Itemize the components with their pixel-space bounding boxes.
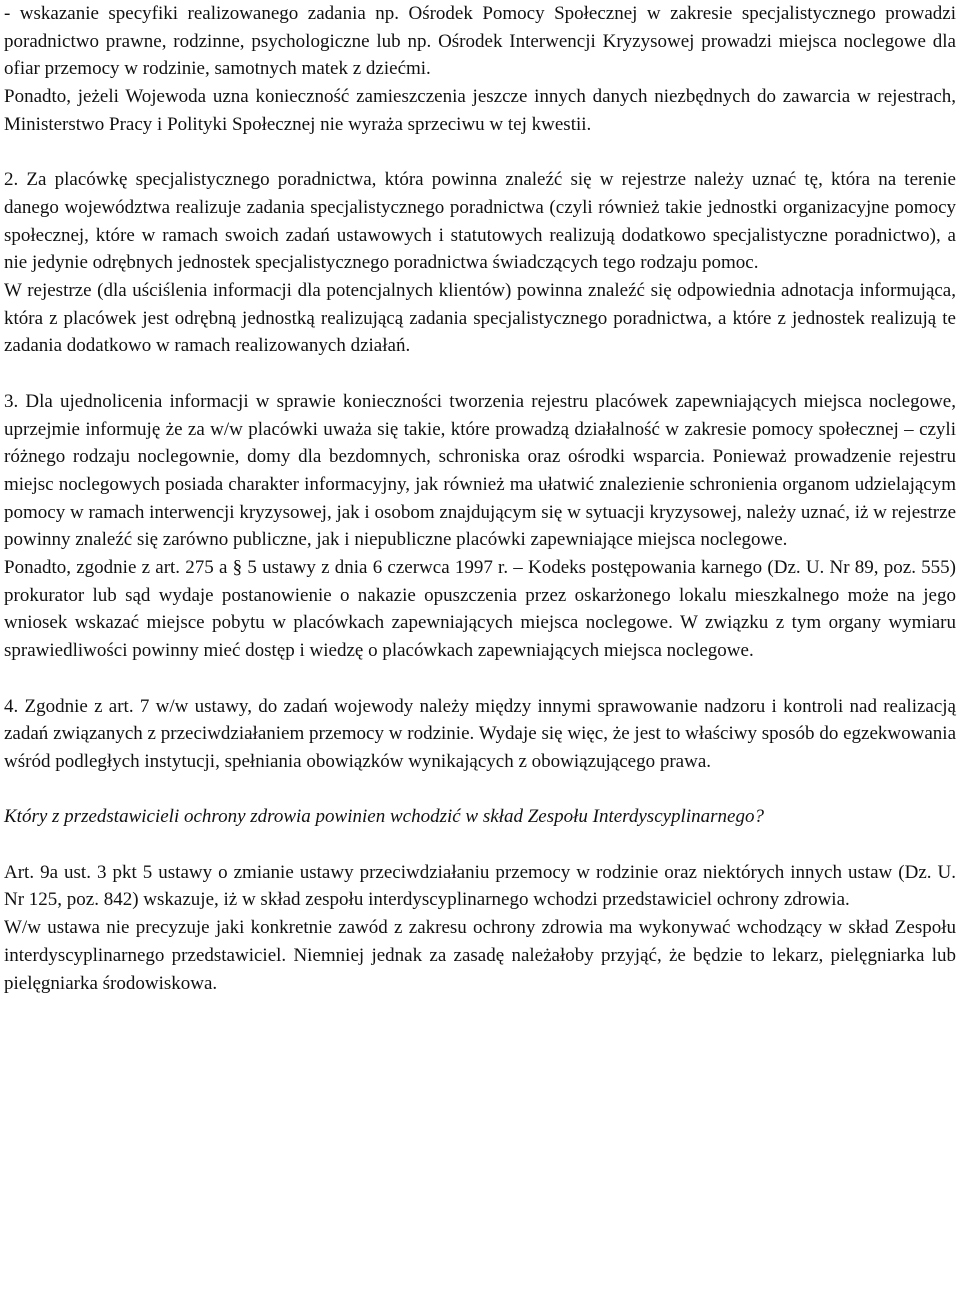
paragraph-point-3: 3. Dla ujednolicenia informacji w sprawie konieczności tworzenia rejestru placówek zapewniających miejsca noclegowe, uprzejmie informuję że za w/w placówki uważa się takie, które prowadzą działalność w zakresie pomocy społecznej – czyli różnego rodzaju noclegownie, domy dla bezdomnych, schroniska oraz ośrodki wsparcia. Ponieważ prowadzenie rejestru miejsc noclegowych posiada charakter informacyjny, jak również ma ułatwić znalezienie schronienia organom udzielającym pomocy w ramach interwencji kryzysowej, jak i osobom znajdującym się w sytuacji kryzysowej, należy uznać, iż w rejestrze powinny znaleźć się zarówno publiczne, jak i niepubliczne placówki zapewniające miejsca noclegowe. [4, 390, 956, 551]
paragraph-additional-data: Ponadto, jeżeli Wojewoda uzna konieczność zamieszczenia jeszcze innych danych niezbędnych do zawarcia w rejestrach, Ministerstwo Pracy i Polityki Społecznej nie wyraża sprzeciwu w tej kwestii. [4, 86, 956, 135]
paragraph-point-4: 4. Zgodnie z art. 7 w/w ustawy, do zadań wojewody należy między innymi sprawowanie nadzoru i kontroli nad realizacją zadań związanych z przeciwdziałaniem przemocy w rodzinie. Wydaje się więc, że jest to właściwy sposób do egzekwowania wśród podległych instytucji, spełniania obowiązków wynikających z obowiązującego prawa. [4, 695, 956, 772]
paragraph-criminal-code: Ponadto, zgodnie z art. 275 a § 5 ustawy z dnia 6 czerwca 1997 r. – Kodeks postępowania karnego (Dz. U. Nr 89, poz. 555) prokurator lub sąd wydaje postanowienie o nakazie opuszczenia przez oskarżonego lokalu mieszkalnego może na jego wniosek wskazać miejsce pobytu w placówkach zapewniających miejsca noclegowe. W związku z tym organy wymiaru sprawiedliwości powinny mieć dostęp i wiedzę o placówkach zapewniających miejsca noclegowe. [4, 557, 956, 662]
paragraph-art-9a: Art. 9a ust. 3 pkt 5 ustawy o zmianie ustawy przeciwdziałaniu przemocy w rodzinie oraz niektórych innych ustaw (Dz. U. Nr 125, poz. 842) wskazuje, iż w skład zespołu interdyscyplinarnego wchodzi przedstawiciel ochrony zdrowia. [4, 861, 956, 911]
paragraph-health-representative: W/w ustawa nie precyzuje jaki konkretnie zawód z zakresu ochrony zdrowia ma wykonywać wchodzący w skład Zespołu interdyscyplinarnego przedstawiciel. Niemniej jednak za zasadę należałoby przyjąć, że będzie to lekarz, pielęgniarka lub pielęgniarka środowiskowa. [4, 917, 956, 994]
paragraph-point-2: 2. Za placówkę specjalistycznego poradnictwa, która powinna znaleźć się w rejestrze należy uznać tę, która na terenie danego województwa realizuje zadania specjalistycznego poradnictwa (czyli również takie jednostki organizacyjne pomocy społecznej, które w ramach swoich zadań ustawowych i statutowych realizują dodatkowo specjalistyczne poradnictwo), a nie jedynie odrębnych jednostek specjalistycznego poradnictwa świadczących tego rodzaju pomoc. [4, 169, 956, 274]
paragraph-scope-example: - wskazanie specyfiki realizowanego zadania np. Ośrodek Pomocy Społecznej w zakresie specjalistycznego prowadzi poradnictwo prawne, rodzinne, psychologiczne lub np. Ośrodek Interwencji Kryzysowej prowadzi miejsca noclegowe dla ofiar przemocy w rodzinie, samotnych matek z dziećmi. [4, 3, 956, 80]
paragraph-register-annotation: W rejestrze (dla uściślenia informacji dla potencjalnych klientów) powinna znaleźć się odpowiednia adnotacja informująca, która z placówek jest odrębną jednostką realizującą zadania specjalistycznego poradnictwa, a które z jednostek realizują te zadania dodatkowo w ramach realizowanych działań. [4, 280, 956, 357]
question-heading: Który z przedstawicieli ochrony zdrowia powinien wchodzić w skład Zespołu Interdyscyplinarnego? [4, 806, 764, 828]
